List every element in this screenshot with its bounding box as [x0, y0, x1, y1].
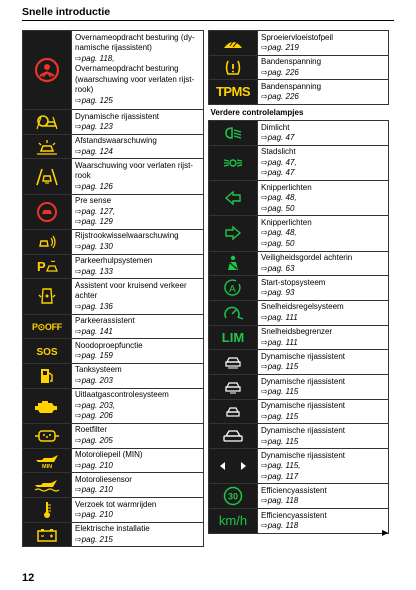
page-ref-text: pag. 118 — [267, 521, 299, 531]
turn-left-icon — [209, 181, 258, 216]
row-text: Dynamische rijassistent — [261, 401, 346, 411]
page-ref-text: pag. 47 — [267, 168, 295, 178]
lane-departure-icon — [23, 159, 72, 194]
row-text: Sproeiervloeistofpeil — [261, 32, 334, 42]
sos-label: SOS — [36, 347, 58, 359]
row-text: Noodoproepfunctie — [75, 340, 143, 350]
table-row — [23, 339, 204, 364]
table-row — [23, 388, 204, 423]
table-row — [209, 449, 389, 484]
page-reference-link[interactable]: ⇨pag. 115 — [261, 387, 299, 397]
efficiency-speed-label: 30 — [227, 491, 239, 502]
right-indicator-table — [208, 30, 389, 534]
row-text: Start-stopsysteem — [261, 277, 326, 287]
page-reference-link[interactable]: ⇨pag. 47 — [261, 133, 295, 143]
row-text: Knipperlichten — [261, 217, 312, 227]
speed-limiter-label: LIM — [221, 329, 245, 345]
page-reference-link[interactable]: ⇨pag. 118, — [75, 53, 115, 63]
page-ref-text: pag. 136 — [81, 302, 113, 311]
row-text: Efficiencyassistent — [261, 485, 327, 495]
row-text: Uitlaatgascontrolesysteem — [75, 390, 169, 400]
row-text: Waarschuwing voor verlaten rijst- — [75, 160, 193, 170]
table-row — [23, 159, 204, 194]
page-ref-text: pag. 219 — [267, 43, 299, 53]
cruise-control-icon — [209, 300, 258, 325]
row-text: Veiligheidsgordel achterin — [261, 253, 353, 263]
kmh-icon — [209, 509, 258, 534]
page-reference-link[interactable]: ⇨pag. 117 — [261, 471, 299, 481]
page-reference-link[interactable]: ⇨pag. 203, — [75, 400, 116, 410]
page-ref-text: pag. 215 — [81, 534, 113, 544]
page-reference-link[interactable]: ⇨pag. 210 — [75, 460, 113, 470]
park-assist-off-label: P⊙OFF — [31, 322, 63, 333]
page-reference-link[interactable]: ⇨pag. 159 — [75, 351, 113, 361]
page-ref-text: pag. 206 — [81, 411, 113, 421]
page-ref-text: pag. 115 — [267, 387, 299, 397]
table-row — [209, 276, 389, 301]
table-row — [23, 363, 204, 388]
start-stop-label: A — [229, 284, 236, 296]
page-reference-link[interactable]: ⇨pag. 129 — [75, 217, 113, 227]
oil-min-label: MIN — [42, 464, 53, 469]
page-ref-text: pag. 210 — [81, 485, 113, 495]
sos-icon — [23, 339, 72, 364]
row-text: Dimlicht — [261, 122, 290, 132]
row-text: Motoroliepeil (MIN) — [75, 450, 143, 460]
page-ref-text: pag. 123 — [81, 122, 113, 132]
turn-right-icon — [209, 216, 258, 251]
row-text: Rijstrookwisselwaarschuwing — [75, 231, 179, 241]
page-ref-text: pag. 141 — [81, 326, 113, 336]
page-reference-link[interactable]: ⇨pag. 115 — [261, 362, 299, 372]
table-row — [209, 509, 389, 534]
page-ref-text: pag. 124 — [81, 146, 113, 156]
tpms-icon — [209, 80, 258, 105]
row-text: Snelheidsbegrenzer — [261, 327, 333, 337]
row-text: Elektrische installatie — [75, 524, 150, 534]
row-text: Dynamische rijassistent — [261, 376, 346, 386]
page-ref-text: pag. 115, — [267, 461, 301, 471]
dynamic-assist-vehicle-icon — [209, 375, 258, 400]
row-text: Dynamische rijassistent — [261, 450, 346, 460]
row-text: Dynamische rijassistent — [75, 111, 160, 121]
page-ref-text: pag. 111 — [267, 337, 298, 347]
dynamic-assist-vehicle-icon — [209, 424, 258, 449]
cross-traffic-icon — [23, 279, 72, 314]
page-reference-link[interactable]: ⇨pag. 123 — [75, 122, 113, 132]
svg-text:P: P — [37, 259, 46, 275]
table-row — [209, 325, 389, 350]
page-reference-link[interactable]: ⇨pag. 50 — [261, 239, 295, 248]
page-ref-text: pag. 117 — [267, 471, 299, 481]
row-text: Knipperlichten — [261, 182, 312, 192]
steering-warning-icon — [23, 31, 72, 110]
engine-icon — [23, 388, 72, 423]
page-ref-text: pag. 115 — [267, 362, 299, 372]
page-reference-link[interactable]: ⇨pag. 125 — [75, 96, 113, 106]
page-ref-text: pag. 47 — [267, 133, 295, 143]
row-text: Snelheidsregelsysteem — [261, 302, 344, 312]
lane-markers-icon — [209, 449, 258, 484]
page-reference-link[interactable]: ⇨pag. 206 — [75, 411, 113, 421]
dynamic-assist-vehicle-icon — [209, 399, 258, 424]
dynamic-assist-icon — [23, 110, 72, 135]
page-reference-link[interactable]: ⇨pag. 141 — [75, 326, 113, 336]
table-row — [23, 423, 204, 448]
page-reference-link[interactable]: ⇨pag. 50 — [261, 203, 295, 213]
table-row — [209, 484, 389, 509]
page-reference-link[interactable]: ⇨pag. 219 — [261, 43, 299, 53]
table-row — [23, 194, 204, 229]
table-row — [23, 254, 204, 279]
table-row — [209, 375, 389, 400]
page-reference-link[interactable]: ⇨pag. 111 — [261, 337, 298, 347]
page-number: 12 — [22, 572, 35, 584]
row-text: Motoroliesensor — [75, 474, 132, 484]
continue-marker: ▶ — [382, 528, 389, 537]
table-row — [23, 522, 204, 547]
page-reference-link[interactable]: ⇨pag. 63 — [261, 263, 295, 273]
row-text: Roetfilter — [75, 425, 108, 435]
row-text: Efficiencyassistent — [261, 510, 327, 520]
header-rule — [22, 20, 394, 21]
low-beam-icon — [209, 121, 258, 146]
row-text: Pre sense — [75, 196, 112, 206]
page-ref-text: pag. 203, — [81, 400, 116, 410]
row-text: namische rijassistent) — [75, 43, 152, 53]
washer-fluid-icon — [209, 31, 258, 56]
table-row — [23, 279, 204, 314]
battery-icon — [23, 522, 72, 547]
page-reference-link[interactable]: ⇨pag. 133 — [75, 266, 113, 276]
page-reference-link[interactable]: ⇨pag. 130 — [75, 242, 113, 252]
table-row — [23, 110, 204, 135]
page-reference-link[interactable]: ⇨pag. 226 — [261, 67, 299, 77]
page-ref-text: pag. 127, — [81, 206, 116, 216]
table-row — [23, 448, 204, 473]
page-ref-text: pag. 226 — [267, 67, 299, 77]
row-text: Dynamische rijassistent — [261, 351, 346, 361]
dynamic-assist-vehicle-icon — [209, 350, 258, 375]
page-ref-text: pag. 210 — [81, 460, 113, 470]
row-text: Parkeerhulpsystemen — [75, 256, 153, 266]
page-ref-text: pag. 210 — [81, 510, 113, 520]
table-row — [23, 31, 204, 110]
row-text: Afstandswaarschuwing — [75, 136, 157, 146]
speed-limiter-icon — [209, 325, 258, 350]
table-row — [23, 229, 204, 254]
efficiency-speed-icon — [209, 484, 258, 509]
table-row — [23, 314, 204, 339]
table-row — [209, 80, 389, 105]
page-ref-text: pag. 50 — [267, 239, 295, 248]
table-row — [209, 350, 389, 375]
table-row — [209, 300, 389, 325]
row-text: Overnameopdracht besturing — [75, 64, 179, 74]
page-reference-link[interactable]: ⇨pag. 203 — [75, 376, 113, 386]
page-header-title: Snelle introductie — [22, 6, 111, 18]
page-ref-text: pag. 48, — [267, 228, 297, 238]
section-heading: Verdere controlelampjes — [209, 105, 389, 121]
page-ref-text: pag. 115 — [267, 411, 299, 421]
row-text: rook — [75, 171, 91, 181]
park-assist-off-icon — [23, 314, 72, 339]
kmh-label: km/h — [218, 512, 248, 528]
section-heading-row — [209, 105, 389, 121]
page-reference-link[interactable]: ⇨pag. 115, — [261, 461, 301, 471]
page-reference-link[interactable]: ⇨pag. 115 — [261, 411, 299, 421]
page-ref-text: pag. 115 — [267, 436, 299, 446]
table-row — [209, 121, 389, 146]
row-text: Stadslicht — [261, 147, 296, 157]
table-row — [209, 216, 389, 251]
pre-sense-icon — [23, 194, 72, 229]
left-indicator-table — [22, 30, 204, 547]
page-reference-link[interactable]: ⇨pag. 126 — [75, 182, 113, 192]
lane-change-icon — [23, 229, 72, 254]
row-text: Dynamische rijassistent — [261, 425, 346, 435]
page-reference-link[interactable]: ⇨pag. 93 — [261, 288, 295, 298]
page-reference-link[interactable]: ⇨pag. 210 — [75, 510, 113, 520]
rear-seatbelt-icon — [209, 251, 258, 276]
table-row — [23, 134, 204, 159]
row-text: (waarschuwing voor verlaten rijst- — [75, 74, 195, 84]
page-ref-text: pag. 63 — [267, 263, 295, 273]
table-row — [209, 424, 389, 449]
page-reference-link[interactable]: ⇨pag. 47, — [261, 157, 297, 167]
table-row — [209, 31, 389, 56]
table-row — [209, 145, 389, 180]
row-text: Assistent voor kruisend verkeer — [75, 280, 187, 290]
page-ref-text: pag. 226 — [267, 92, 299, 102]
table-row — [209, 181, 389, 216]
page-reference-link[interactable]: ⇨pag. 127, — [75, 206, 116, 216]
tire-pressure-icon — [209, 55, 258, 80]
table-row — [209, 55, 389, 80]
oil-sensor-icon — [23, 473, 72, 498]
page-ref-text: pag. 111 — [267, 313, 298, 323]
parking-aid-icon — [23, 254, 72, 279]
page-reference-link[interactable]: ⇨pag. 48, — [261, 228, 297, 238]
page-reference-link[interactable]: ⇨pag. 124 — [75, 146, 113, 156]
page-reference-link[interactable]: ⇨pag. 118 — [261, 521, 299, 531]
page-reference-link[interactable]: ⇨pag. 136 — [75, 302, 113, 311]
tpms-label: TPMS — [215, 84, 251, 100]
row-text: Parkeerassistent — [75, 316, 135, 326]
page-ref-text: pag. 205 — [81, 436, 113, 446]
row-text: Bandenspanning — [261, 81, 322, 91]
table-row — [209, 399, 389, 424]
row-text: Bandenspanning — [261, 57, 322, 67]
row-text: Overnameopdracht besturing (dy- — [75, 32, 195, 42]
row-text: Tanksysteem — [75, 365, 122, 375]
page-reference-link[interactable]: ⇨pag. 47 — [261, 168, 295, 178]
page-ref-text: pag. 130 — [81, 242, 113, 252]
page-ref-text: pag. 133 — [81, 266, 113, 276]
page-reference-link[interactable]: ⇨pag. 115 — [261, 436, 299, 446]
page-reference-link[interactable]: ⇨pag. 226 — [261, 92, 299, 102]
row-text: Verzoek tot warmrijden — [75, 499, 157, 509]
glow-plug-icon — [23, 498, 72, 523]
page-ref-text: pag. 118 — [267, 496, 299, 506]
page-ref-text: pag. 126 — [81, 182, 113, 192]
page-ref-text: pag. 47, — [267, 157, 297, 167]
page-ref-text: pag. 93 — [267, 288, 295, 298]
row-text: rook) — [75, 85, 94, 95]
page-ref-text: pag. 159 — [81, 351, 113, 361]
page-ref-text: pag. 125 — [81, 96, 113, 106]
fuel-icon — [23, 363, 72, 388]
page-ref-text: pag. 118, — [81, 53, 115, 63]
oil-min-icon — [23, 448, 72, 473]
table-row — [23, 498, 204, 523]
distance-warning-icon — [23, 134, 72, 159]
start-stop-icon — [209, 276, 258, 301]
particulate-filter-icon — [23, 423, 72, 448]
row-text: achter — [75, 291, 98, 301]
page-reference-link[interactable]: ⇨pag. 111 — [261, 313, 298, 323]
table-row — [209, 251, 389, 276]
page-ref-text: pag. 50 — [267, 203, 295, 213]
page-ref-text: pag. 203 — [81, 376, 113, 386]
page-reference-link[interactable]: ⇨pag. 215 — [75, 534, 113, 544]
parking-light-icon — [209, 145, 258, 180]
page-ref-text: pag. 129 — [81, 217, 113, 227]
page-ref-text: pag. 48, — [267, 193, 297, 203]
table-row — [23, 473, 204, 498]
page-reference-link[interactable]: ⇨pag. 118 — [261, 496, 299, 506]
page-reference-link[interactable]: ⇨pag. 205 — [75, 436, 113, 446]
page-reference-link[interactable]: ⇨pag. 48, — [261, 193, 297, 203]
page-reference-link[interactable]: ⇨pag. 210 — [75, 485, 113, 495]
